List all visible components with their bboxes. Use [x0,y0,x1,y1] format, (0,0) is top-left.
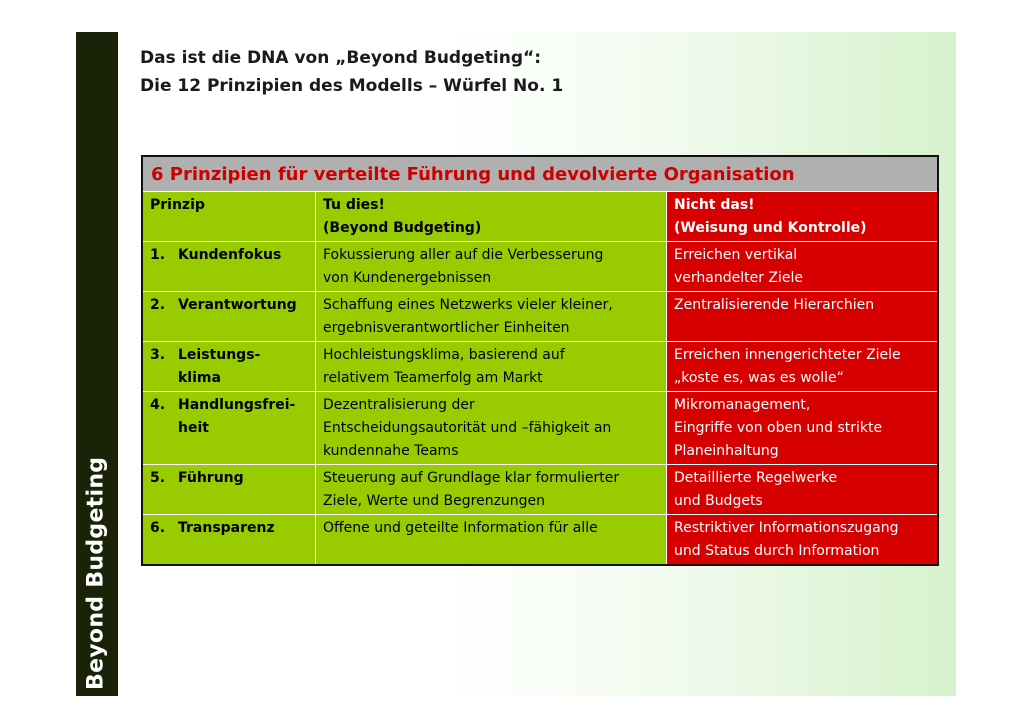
title-line-2: Die 12 Prinzipien des Modells – Würfel No. 1 [140,76,564,96]
principle-name: Transparenz [178,520,275,536]
principle-name: Kundenfokus [178,247,282,263]
principle-cell [142,515,316,566]
dont-cell [667,392,939,465]
dont-line1: Erreichen vertikal [674,247,798,263]
do-cell [316,242,667,292]
do-line1: Offene und geteilte Information für alle [323,520,598,536]
principle-cell [142,465,316,515]
dont-line1: Mikromanagement, [674,397,811,413]
dont-line1: Erreichen innengerichteter Ziele [674,347,901,363]
dont-cell [667,292,939,342]
principle-name-line2: klima [178,370,221,386]
principle-line1 [150,244,308,267]
principle-name: Verantwortung [178,297,297,313]
principle-name: Leistungs- [178,347,261,363]
dont-line2: und Budgets [674,493,763,509]
dont-line1: Zentralisierende Hierarchien [674,297,875,313]
principle-number: 6. [150,520,166,536]
column-header-prinzip-label: Prinzip [150,197,205,213]
principle-line1 [150,517,308,540]
principles-table [141,155,939,566]
principle-line1 [150,294,308,317]
principle-line1 [150,467,308,490]
do-cell [316,342,667,392]
do-line2: von Kundenergebnissen [323,270,492,286]
table-row [142,465,938,515]
column-header-nicht-das-line2: (Weisung und Kontrolle) [674,220,867,236]
table-row [142,242,938,292]
column-header-prinzip [142,192,316,242]
dont-line1: Restriktiver Informationszugang [674,520,899,536]
do-line2: Entscheidungsautorität und –fähigkeit an [323,420,612,436]
principle-number: 2. [150,297,166,313]
principle-name: Führung [178,470,244,486]
table-row [142,342,938,392]
do-line1: Schaffung eines Netzwerks vieler kleiner, [323,297,613,313]
table-row [142,392,938,465]
dont-line2: verhandelter Ziele [674,270,804,286]
do-line3: kundennahe Teams [323,443,459,459]
column-header-row [142,192,938,242]
principle-line1 [150,394,308,417]
title-line-1: Das ist die DNA von „Beyond Budgeting“: [140,48,541,68]
principle-name: Handlungsfrei- [178,397,296,413]
do-cell [316,392,667,465]
slide-title [140,44,563,100]
table-row [142,515,938,566]
dont-cell [667,342,939,392]
column-header-nicht-das [667,192,939,242]
do-line1: Fokussierung aller auf die Verbesserung [323,247,604,263]
table-header: 6 Prinzipien für verteilte Führung und devolvierte Organisation [142,156,938,192]
sidebar-label: Beyond Budgeting [83,456,109,690]
principle-name-line2: heit [178,420,209,436]
principle-cell [142,342,316,392]
dont-line3: Planeinhaltung [674,443,779,459]
do-line1: Steuerung auf Grundlage klar formulierter [323,470,620,486]
do-line1: Hochleistungsklima, basierend auf [323,347,565,363]
dont-line2: Eingriffe von oben und strikte [674,420,883,436]
do-cell [316,292,667,342]
column-header-nicht-das-line1: Nicht das! [674,197,755,213]
principle-number: 4. [150,397,166,413]
dont-cell [667,465,939,515]
principle-cell [142,392,316,465]
principle-number: 1. [150,247,166,263]
dont-cell [667,242,939,292]
principle-cell [142,242,316,292]
dont-line1: Detaillierte Regelwerke [674,470,838,486]
do-cell [316,465,667,515]
table-header-row [142,156,938,192]
principle-number: 3. [150,347,166,363]
column-header-tu-dies [316,192,667,242]
dont-line2: und Status durch Information [674,543,880,559]
principle-line1 [150,344,308,367]
column-header-tu-dies-line2: (Beyond Budgeting) [323,220,482,236]
do-line2: relativem Teamerfolg am Markt [323,370,543,386]
column-header-tu-dies-line1: Tu dies! [323,197,385,213]
table-row [142,292,938,342]
dont-cell [667,515,939,566]
principle-number: 5. [150,470,166,486]
principle-cell [142,292,316,342]
do-line2: Ziele, Werte und Begrenzungen [323,493,546,509]
do-cell [316,515,667,566]
do-line1: Dezentralisierung der [323,397,475,413]
dont-line2: „koste es, was es wolle“ [674,370,844,386]
do-line2: ergebnisverantwortlicher Einheiten [323,320,570,336]
